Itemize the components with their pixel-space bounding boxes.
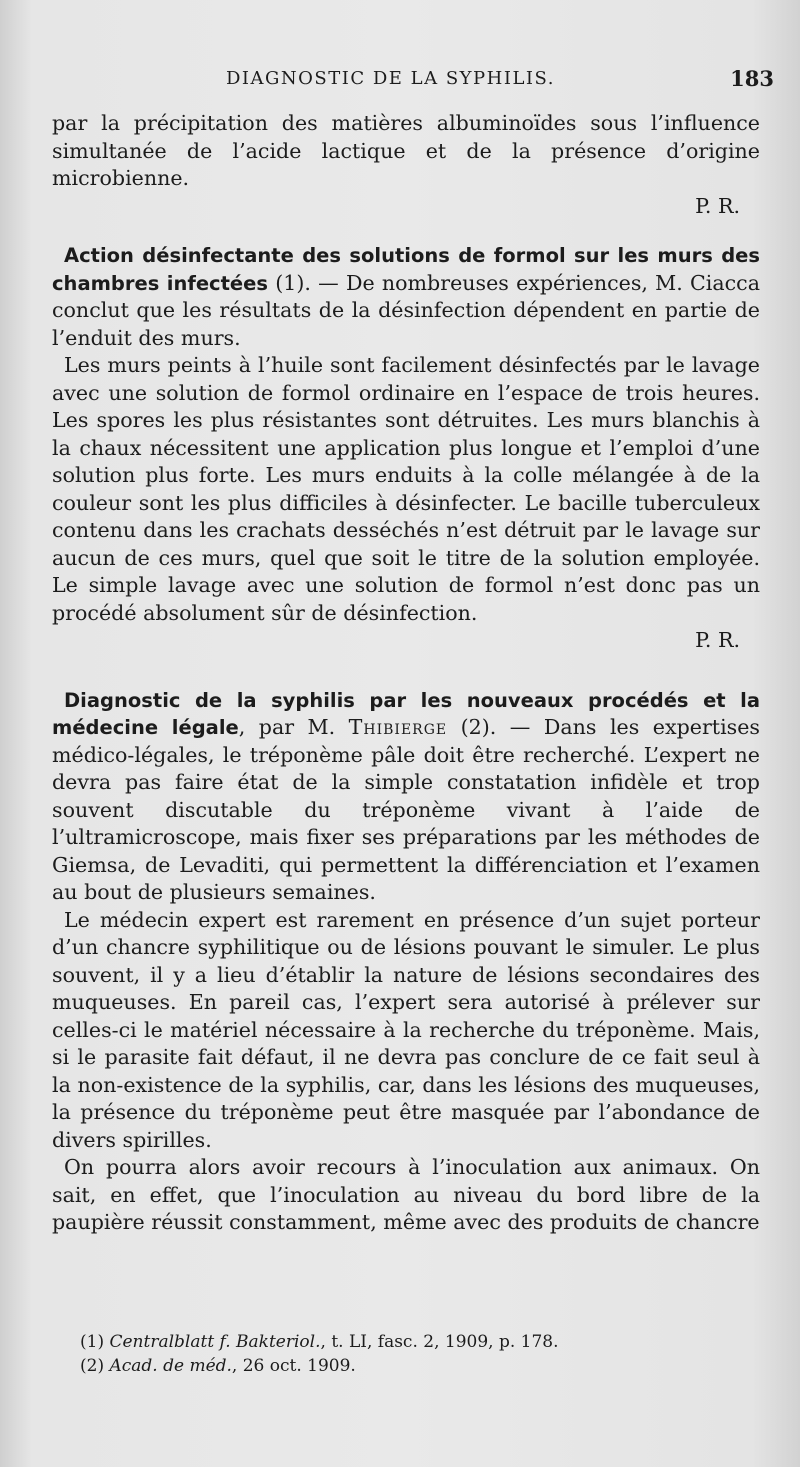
- section-paragraph: Diagnostic de la syphilis par les nouveaux procédés et la médecine légale, par M. Thibierge (2). — Dans les expertises médico-légales, le tréponème pâle doit être recherché. L’expert ne devra pas faire état de la simple constatation infidèle et trop souvent discutable du tréponème vivant à l’aide de l’ultramicroscope, mais fixer ses préparations par les méthodes de Giemsa, de Levaditi, qui permettent la différenciation et l’examen au bout de plusieurs semaines.: [52, 688, 760, 904]
- signature: P. R.: [695, 628, 740, 652]
- section-intro: Dans les expertises médico-légales, le tréponème pâle doit être recherché. L’expert ne devra pas faire état de la simple constatation infidèle et trop souvent discutable du tréponème vivant à l’aide de l’ultramicroscope, mais fixer ses préparations par les méthodes de Giemsa, de Levaditi, qui permettent la différenciation et l’examen au bout de plusieurs semaines.: [52, 715, 760, 904]
- footnote-source: Acad. de méd.: [109, 1356, 232, 1376]
- footnote: (2) Acad. de méd., 26 oct. 1909.: [80, 1356, 356, 1376]
- section-title: Action désinfectante des solutions de formol sur les murs des chambres infectées: [52, 244, 760, 295]
- paragraph: On pourra alors avoir recours à l’inoculation aux animaux. On sait, en effet, que l’inoculation au niveau du bord libre de la paupière réussit constamment, même avec des produits de chancre: [52, 1155, 760, 1234]
- page-header: [226, 66, 774, 96]
- paragraph: Le médecin expert est rarement en présence d’un sujet porteur d’un chancre syphilitique ou de lésions pouvant le simuler. Le plus souvent, il y a lieu d’établir la nature de lésions secondaires des muqueuses. En pareil cas, l’expert sera autorisé à prélever sur celles-ci le matériel nécessaire à la recherche du tréponème. Mais, si le parasite fait défaut, il ne devra pas conclure de ce fait seul à la non-existence de la syphilis, car, dans les lésions des muqueuses, la présence du tréponème peut être masquée par l’abondance de divers spirilles.: [52, 907, 760, 1152]
- footnote-source: Centralblatt f. Bakteriol.: [109, 1332, 321, 1352]
- footnote-reference: (2). —: [447, 715, 544, 739]
- page-number: 183: [730, 66, 774, 91]
- footnotes: [80, 1330, 760, 1378]
- running-head: DIAGNOSTIC DE LA SYPHILIS.: [226, 68, 555, 89]
- author-name: Thibierge: [348, 715, 448, 739]
- footnote: (1) Centralblatt f. Bakteriol., t. LI, fasc. 2, 1909, p. 178.: [80, 1332, 559, 1352]
- signature: P. R.: [695, 193, 740, 218]
- article-body: [52, 110, 760, 1237]
- section-paragraph: [52, 242, 760, 352]
- paragraph: Les murs peints à l’huile sont facilement désinfectés par le lavage avec une solution de formol ordinaire en l’espace de trois heures. Les spores les plus résistantes sont détruites. Les murs blanchis à la chaux nécessitent une application plus longue et l’emploi d’une solution plus forte. Les murs enduits à la colle mélangée à de la couleur sont les plus difficiles à désinfecter. Le bacille tuberculeux contenu dans les crachats desséchés n’est détruit par le lavage sur aucun de ces murs, quel que soit le titre de la solution employée. Le simple lavage avec une solution de formol n’est donc pas un procédé absolument sûr de désinfection.: [52, 353, 760, 625]
- footnote-reference: (1). —: [268, 270, 346, 295]
- continued-paragraph: par la précipitation des matières albuminoïdes sous l’influence simultanée de l’acide lactique et de la présence d’origine microbienne.: [52, 111, 760, 190]
- section-title: Diagnostic de la syphilis par les nouveaux procédés et la médecine légale: [52, 688, 760, 739]
- section-intro: De nombreuses expériences, M. Ciacca conclut que les résultats de la désinfection dépendent en partie de l’enduit des murs.: [52, 270, 760, 350]
